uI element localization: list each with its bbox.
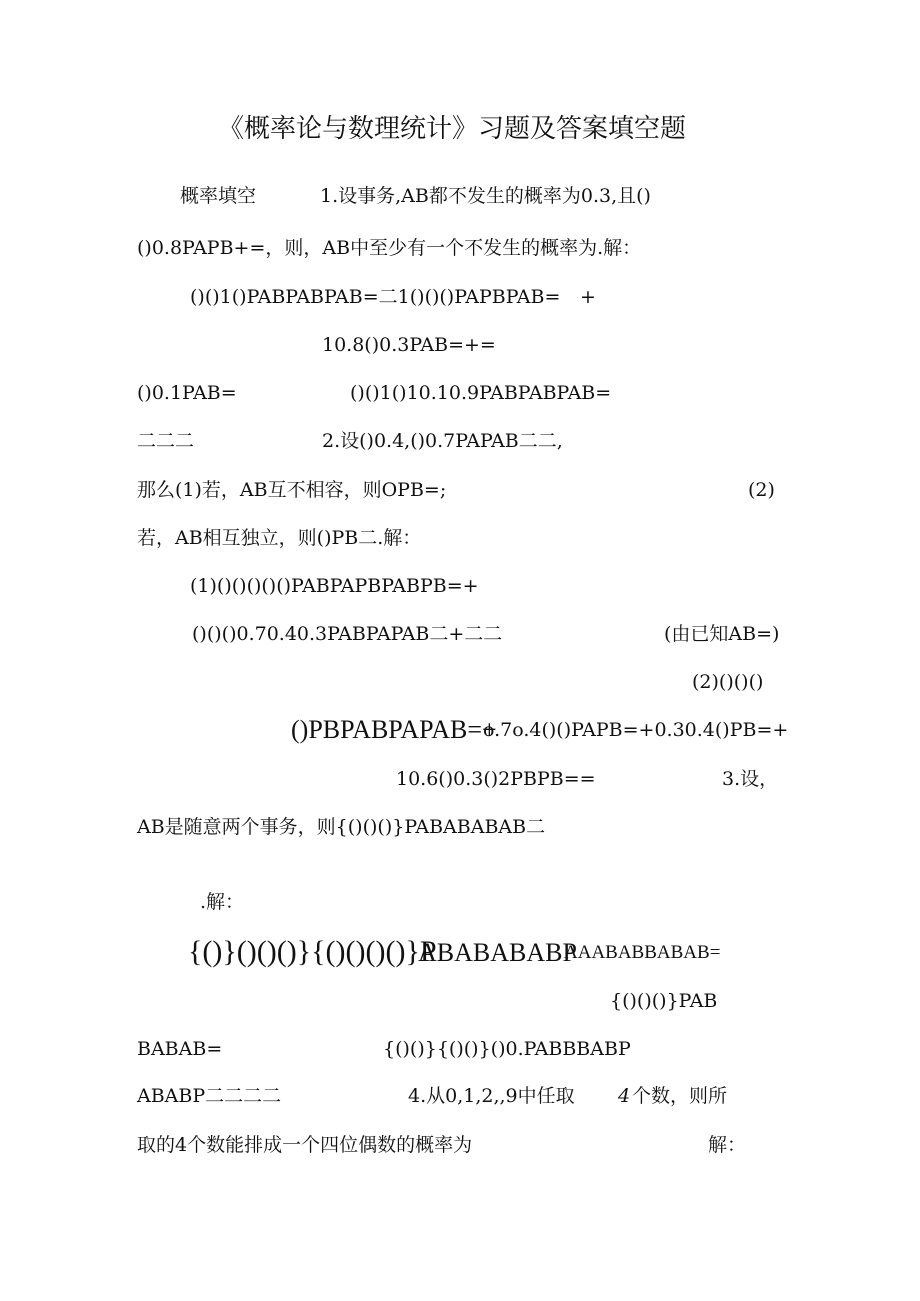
text-line: 取的4个数能排成一个四位偶数的概率为: [137, 1134, 473, 1156]
text-line: ()0.8PAPB+=，则，AB中至少有一个不发生的概率为.解：: [137, 237, 642, 259]
text-line: (1)()()()()()PABPAPBPABPB=+: [190, 575, 479, 597]
text-line: ()0.1PAB=: [137, 382, 237, 404]
text-line: 10.8()0.3PAB=+=: [322, 334, 496, 356]
text-line-large: ABABABABP: [418, 938, 577, 967]
text-line: 2.设()0.4,()0.7PAPAB二二,: [322, 430, 563, 452]
text-line: 3.设，: [722, 768, 779, 790]
text-line: o.7o.4()()PAPB=+0.30.4()PB=+: [483, 719, 789, 741]
text-line: 若，AB相互独立，则()PB二.解：: [137, 527, 422, 549]
text-line: 二二二: [137, 430, 195, 452]
text-line: ()()1()10.10.9PABPABPAB=: [350, 382, 612, 404]
text-line: 1.设事务,AB都不发生的概率为0.3,且(): [320, 185, 651, 207]
text-line: 个数，则所: [632, 1085, 728, 1107]
text-line: .解：: [200, 891, 245, 913]
text-line: (2): [748, 479, 775, 501]
page-title: 《概率论与数理统计》习题及答案填空题: [218, 114, 687, 144]
text-line: 解：: [708, 1134, 747, 1156]
text-line: (由已知AB=): [664, 623, 780, 645]
text-line: (2)()()(): [692, 671, 764, 693]
text-line: BABAB=: [137, 1038, 223, 1060]
text-line: AB是随意两个事务，则{()()()}PABABABAB二: [137, 816, 546, 838]
text-line: ()()()0.70.40.3PABPAPAB二+二二: [192, 623, 503, 645]
text-line: ()()1()PABPABPAB=二1()()()PAPBPAB=: [190, 286, 561, 308]
text-line: ABABP二二二二: [137, 1085, 282, 1107]
text-line: +: [580, 286, 596, 308]
text-line: 概率填空: [180, 185, 257, 207]
text-line: 4: [618, 1085, 631, 1107]
text-line: 那么(1)若，AB互不相容，则OPB=;: [137, 479, 447, 501]
text-line: AAABABBABAB=: [564, 942, 721, 963]
text-line-large: ()PBPABPAPAB=+: [291, 715, 497, 744]
text-line: {()()()}PAB: [610, 990, 718, 1012]
text-line: 4.从0,1,2,,9中任取: [408, 1085, 575, 1107]
text-line: 10.6()0.3()2PBPB==: [396, 768, 596, 790]
text-line: {()()}{()()}()0.PABBBABP: [383, 1038, 631, 1060]
text-line-large: {()}()()()}{()()()()}P: [188, 935, 437, 968]
